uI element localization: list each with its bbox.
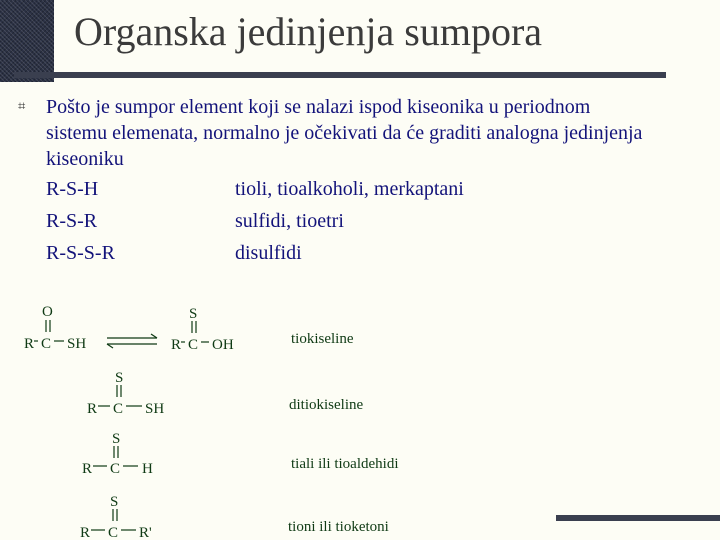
atom-c: C	[110, 461, 121, 477]
group-r-prime: R'	[139, 525, 152, 540]
label-dithioacids: ditiokiseline	[289, 397, 364, 413]
label-thioketones: tioni ili tioketoni	[288, 519, 389, 535]
label-thioacids: tiokiseline	[291, 331, 354, 347]
group-sh: SH	[145, 401, 165, 417]
compound-name: sulfidi, tioetri	[235, 210, 344, 232]
atom-h: H	[142, 461, 153, 477]
atom-c: C	[188, 337, 199, 353]
page-title: Organska jedinjenja sumpora	[74, 9, 543, 54]
atom-s: S	[112, 431, 121, 447]
label-thioaldehydes: tiali ili tioaldehidi	[291, 456, 399, 472]
group-sh: SH	[67, 336, 87, 352]
atom-r: R	[80, 525, 91, 540]
atom-r: R	[82, 461, 93, 477]
atom-r: R	[87, 401, 98, 417]
formula: R-S-S-R	[46, 242, 115, 264]
atom-s: S	[110, 494, 119, 510]
compound-name: tioli, tioalkoholi, merkaptani	[235, 178, 464, 200]
bullet-icon: ⌗	[18, 99, 26, 114]
intro-paragraph: Pošto je sumpor element koji se nalazi ispod kiseonika u periodnom sistemu elemenata, normalno je očekivati da će graditi analogna jedinjenja kiseoniku	[46, 96, 643, 170]
compound-name: disulfidi	[235, 242, 302, 264]
atom-c: C	[41, 336, 52, 352]
formula: R-S-R	[46, 210, 98, 232]
atom-o: O	[42, 304, 53, 320]
atom-c: C	[108, 525, 119, 540]
atom-r: R	[171, 337, 182, 353]
thioacid-structure	[24, 304, 86, 352]
thioaldehyde-structure	[82, 431, 153, 477]
group-oh: OH	[212, 337, 234, 353]
atom-s: S	[189, 306, 198, 322]
atom-c: C	[113, 401, 124, 417]
dithioacid-structure	[87, 370, 164, 417]
atom-s: S	[115, 370, 124, 386]
thioketone-structure	[80, 494, 152, 540]
formula: R-S-H	[46, 178, 99, 200]
atom-r: R	[24, 336, 35, 352]
thioacid-tautomer-structure	[171, 306, 234, 353]
equilibrium-arrow	[107, 334, 157, 348]
